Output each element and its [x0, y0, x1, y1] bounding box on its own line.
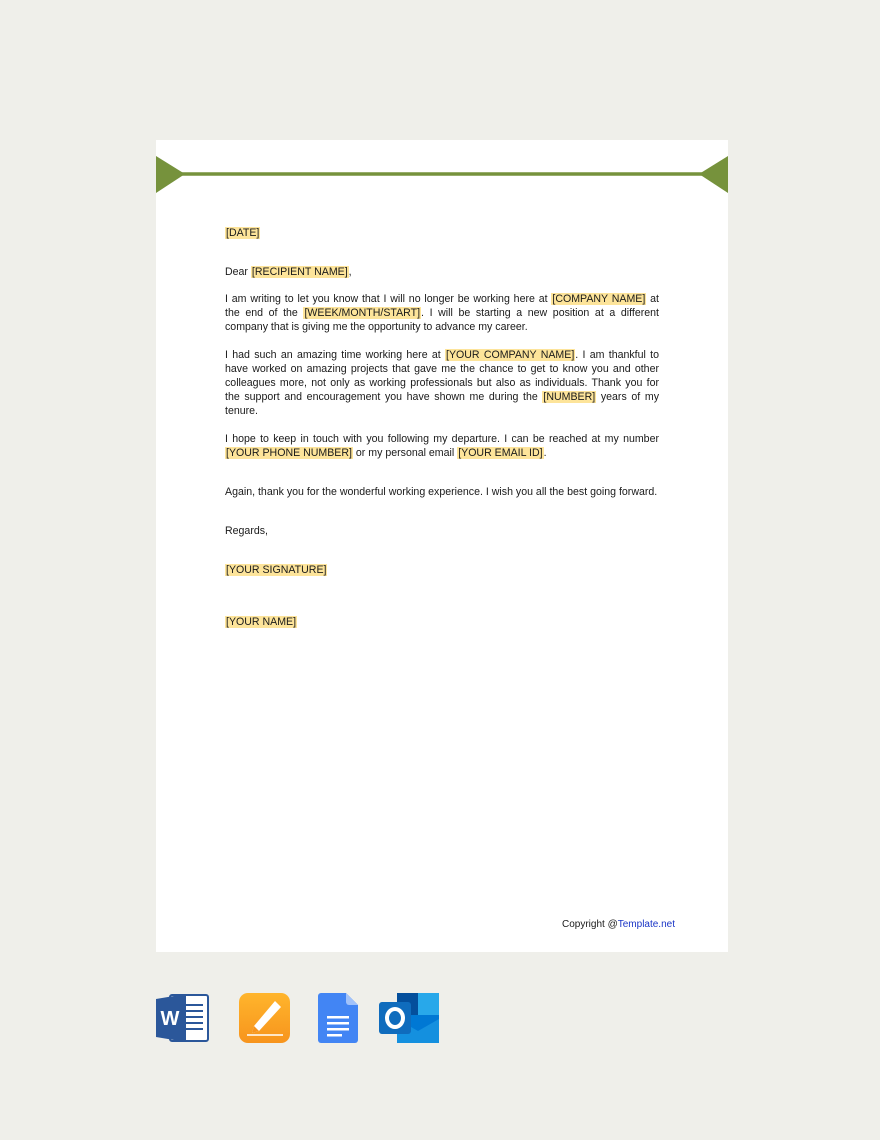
recipient-placeholder: [RECIPIENT NAME]: [251, 266, 348, 278]
p1-text-a: I am writing to let you know that I will no longer be working here at: [225, 293, 552, 305]
template-link[interactable]: Template.net: [617, 919, 675, 930]
p2-text-b: . I am thankful to have worked on amazing projects that gave me the chance to get to know you and other colleagues more, not only as working professionals but also as individuals. Thank you for the support and encouragement you have shown me during the: [225, 349, 659, 403]
number-placeholder: [NUMBER]: [543, 391, 596, 403]
header-banner: [156, 156, 728, 194]
letter-body: [225, 226, 659, 629]
closing: Regards,: [225, 525, 268, 537]
copyright: [562, 919, 675, 930]
name-line: [225, 615, 659, 629]
signature-placeholder: [YOUR SIGNATURE]: [226, 564, 327, 576]
p3-text-c: .: [543, 447, 547, 459]
p3-text-b: or my personal email: [352, 447, 458, 459]
salutation: [225, 265, 659, 279]
p3-text-a: I hope to keep in touch with you following my departure. I can be reached at my number: [225, 433, 659, 445]
company-placeholder: [COMPANY NAME]: [552, 293, 646, 305]
paragraph-2: [225, 348, 659, 418]
p1-text-c: . I will be starting a new position at a different company that is giving me the opportunity to advance my career.: [225, 307, 659, 333]
signature-line: [225, 563, 659, 577]
svg-text:W: W: [160, 1008, 180, 1030]
google-docs-icon[interactable]: [318, 993, 358, 1043]
period-placeholder: [WEEK/MONTH/START]: [304, 307, 421, 319]
document-page: [156, 140, 728, 952]
your-company-placeholder: [YOUR COMPANY NAME]: [446, 349, 575, 361]
email-placeholder: [YOUR EMAIL ID]: [458, 447, 543, 459]
pages-icon[interactable]: [239, 993, 290, 1043]
word-icon[interactable]: [156, 993, 210, 1043]
date-line: [225, 226, 659, 240]
paragraph-3: [225, 432, 659, 460]
paragraph-1: [225, 292, 659, 334]
name-placeholder: [YOUR NAME]: [226, 616, 297, 628]
outlook-icon[interactable]: [379, 993, 439, 1043]
p2-text-a: I had such an amazing time working here at: [225, 349, 445, 361]
salutation-suffix: ,: [348, 266, 352, 278]
salutation-prefix: Dear: [225, 266, 251, 278]
phone-placeholder: [YOUR PHONE NUMBER]: [226, 447, 352, 459]
p2-text-c: years of my tenure.: [225, 391, 659, 417]
copyright-prefix: Copyright @: [562, 919, 618, 930]
p1-text-b: at the end of the: [225, 293, 659, 319]
app-icons-row: [0, 993, 880, 1045]
paragraph-4: Again, thank you for the wonderful working experience. I wish you all the best going forward.: [225, 486, 658, 498]
date-placeholder: [DATE]: [226, 227, 260, 239]
